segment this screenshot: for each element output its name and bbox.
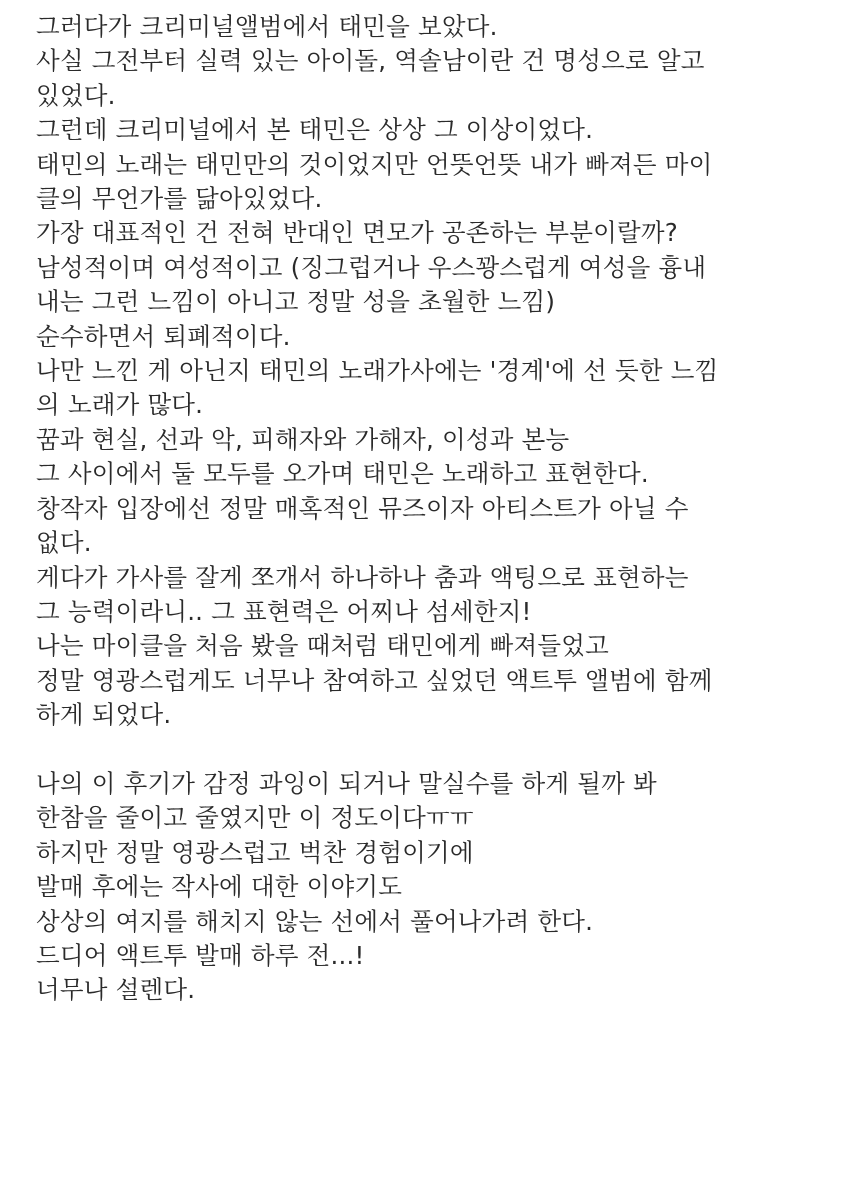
text-line: 사실 그전부터 실력 있는 아이돌, 역솔남이란 건 명성으로 알고 — [36, 46, 705, 76]
text-line: 태민의 노래는 태민만의 것이었지만 언뜻언뜻 내가 빠져든 마이 — [36, 149, 713, 179]
paragraph-spacer — [36, 733, 827, 767]
text-line: 드디어 액트투 발매 하루 전...! — [36, 940, 365, 970]
text-line: 꿈과 현실, 선과 악, 피해자와 가해자, 이성과 본능 — [36, 424, 570, 454]
text-line: 그러다가 크리미널앨범에서 태민을 보았다. — [36, 12, 498, 41]
paragraph-2 — [36, 767, 827, 1008]
text-line: 의 노래가 많다. — [36, 390, 204, 420]
text-line: 그 사이에서 둘 모두를 오가며 태민은 노래하고 표현한다. — [36, 459, 649, 489]
text-line: 상상의 여지를 해치지 않는 선에서 풀어나가려 한다. — [36, 906, 594, 936]
text-line: 정말 영광스럽게도 너무나 참여하고 싶었던 액트투 앨범에 함께 — [36, 665, 713, 695]
text-line: 한참을 줄이고 줄였지만 이 정도이다ㅠㅠ — [36, 803, 474, 833]
text-line: 하게 되었다. — [36, 700, 172, 730]
text-line: 발매 후에는 작사에 대한 이야기도 — [36, 872, 403, 902]
text-line: 가장 대표적인 건 전혀 반대인 면모가 공존하는 부분이랄까? — [36, 218, 678, 248]
text-line: 남성적이며 여성적이고 (징그럽거나 우스꽝스럽게 여성을 흉내 — [36, 252, 707, 282]
text-line: 하지만 정말 영광스럽고 벅찬 경험이기에 — [36, 837, 474, 867]
text-line: 내는 그런 느낌이 아니고 정말 성을 초월한 느낌) — [36, 287, 556, 317]
text-line: 나의 이 후기가 감정 과잉이 되거나 말실수를 하게 될까 봐 — [36, 768, 657, 798]
text-line: 그 능력이라니.. 그 표현력은 어찌나 섬세한지! — [36, 596, 532, 626]
text-line: 게다가 가사를 잘게 쪼개서 하나하나 춤과 액팅으로 표현하는 — [36, 562, 689, 592]
text-line: 있었다. — [36, 80, 116, 110]
text-line: 그런데 크리미널에서 본 태민은 상상 그 이상이었다. — [36, 115, 594, 145]
text-line: 클의 무언가를 닮아있었다. — [36, 184, 323, 214]
text-line: 너무나 설렌다. — [36, 975, 196, 1005]
paragraph-1 — [36, 10, 827, 733]
text-line: 없다. — [36, 528, 92, 558]
text-line: 순수하면서 퇴폐적이다. — [36, 321, 291, 351]
text-line: 창작자 입장에선 정말 매혹적인 뮤즈이자 아티스트가 아닐 수 — [36, 493, 689, 523]
text-line: 나는 마이클을 처음 봤을 때처럼 태민에게 빠져들었고 — [36, 631, 609, 661]
text-line: 나만 느낀 게 아닌지 태민의 노래가사에는 '경계'에 선 듯한 느낌 — [36, 356, 719, 386]
